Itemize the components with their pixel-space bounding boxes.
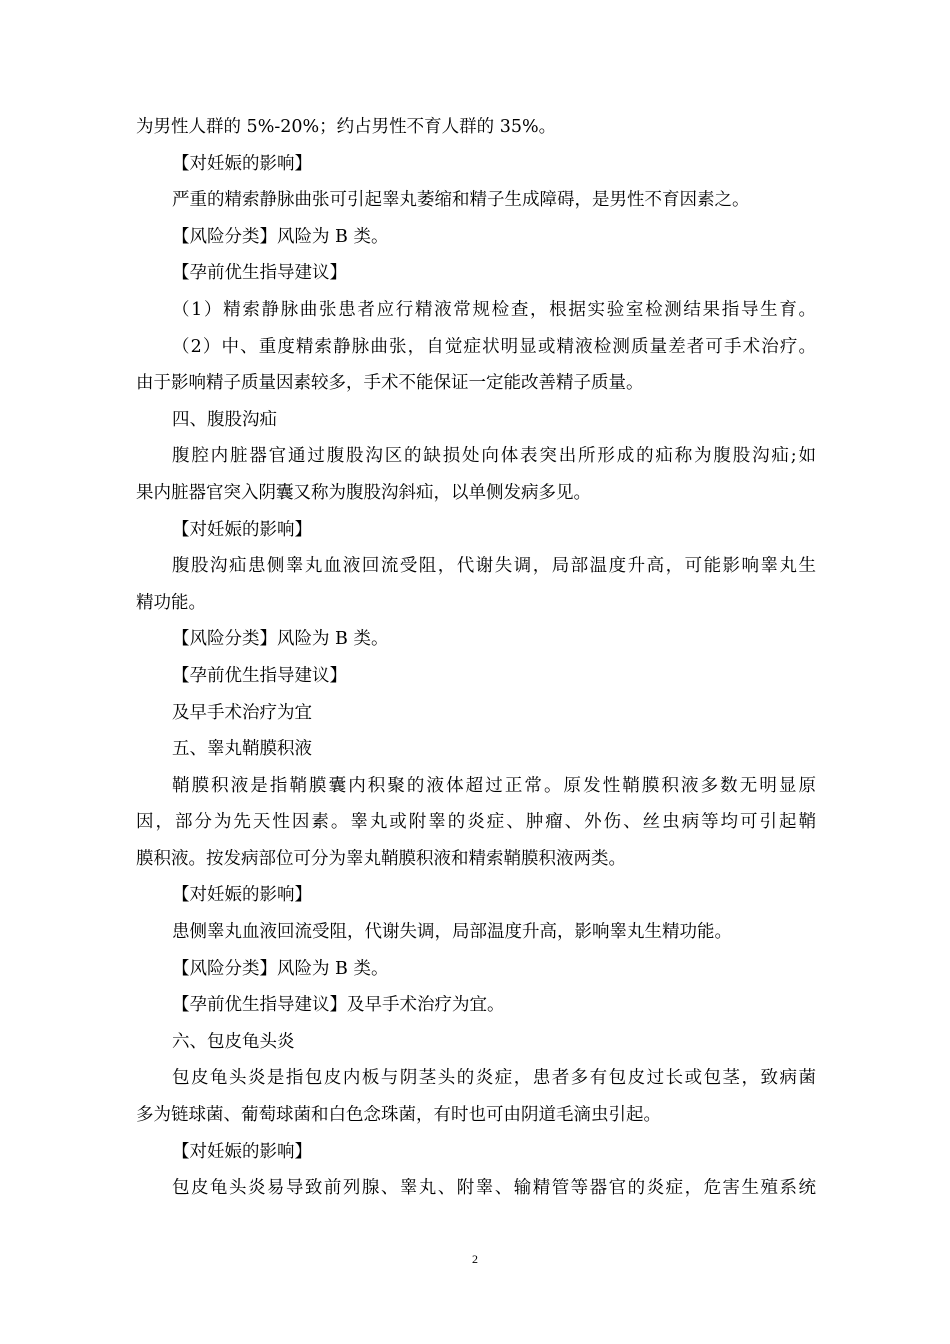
text-line: （2）中、重度精索静脉曲张，自觉症状明显或精液检测质量差者可手术治疗。: [172, 336, 816, 357]
text-line: 膜积液。按发病部位可分为睾丸鞘膜积液和精索鞘膜积液两类。: [136, 848, 626, 869]
text-line: 为男性人群的 5%-20%；约占男性不育人群的 35%。: [136, 117, 557, 137]
text-line: 鞘膜积液是指鞘膜囊内积聚的液体超过正常。原发性鞘膜积液多数无明显原: [172, 775, 816, 796]
chapter-heading: 六、包皮龟头炎: [172, 1031, 295, 1052]
text-line: 精功能。: [136, 592, 206, 613]
text-line: （1）精索静脉曲张患者应行精液常规检查，根据实验室检测结果指导生育。: [172, 299, 816, 320]
text-line: 及早手术治疗为宜: [172, 702, 312, 723]
chapter-heading: 四、腹股沟疝: [172, 409, 277, 430]
text-line: 由于影响精子质量因素较多，手术不能保证一定能改善精子质量。: [136, 373, 644, 394]
text-line: 多为链球菌、葡萄球菌和白色念珠菌，有时也可由阴道毛滴虫引起。: [136, 1105, 661, 1126]
text-line: 腹股沟疝患侧睾丸血液回流受阻，代谢失调，局部温度升高，可能影响睾丸生: [172, 556, 816, 577]
section-heading: 【对妊娠的影响】: [172, 519, 312, 540]
section-heading: 【风险分类】风险为 B 类。: [172, 226, 389, 247]
text-line: 包皮龟头炎易导致前列腺、睾丸、附睾、输精管等器官的炎症，危害生殖系统: [172, 1178, 816, 1199]
section-heading: 【对妊娠的影响】: [172, 153, 312, 174]
document-body: [136, 109, 816, 1207]
section-heading: 【风险分类】风险为 B 类。: [172, 958, 389, 979]
section-heading: 【孕前优生指导建议】: [172, 665, 347, 686]
section-heading: 【孕前优生指导建议】: [172, 263, 347, 284]
section-heading: 【对妊娠的影响】: [172, 1141, 312, 1162]
page-number: 2: [472, 1252, 478, 1266]
text-line: 果内脏器官突入阴囊又称为腹股沟斜疝，以单侧发病多见。: [136, 482, 591, 503]
text-line: 腹腔内脏器官通过腹股沟区的缺损处向体表突出所形成的疝称为腹股沟疝;如: [172, 446, 816, 467]
section-heading: 【孕前优生指导建议】及早手术治疗为宜。: [172, 995, 505, 1016]
section-heading: 【对妊娠的影响】: [172, 885, 312, 906]
text-line: 包皮龟头炎是指包皮内板与阴茎头的炎症，患者多有包皮过长或包茎，致病菌: [172, 1068, 816, 1089]
section-heading: 【风险分类】风险为 B 类。: [172, 629, 389, 650]
text-line: 严重的精索静脉曲张可引起睾丸萎缩和精子生成障碍，是男性不育因素之。: [172, 190, 750, 211]
text-line: 因，部分为先天性因素。睾丸或附睾的炎症、肿瘤、外伤、丝虫病等均可引起鞘: [136, 812, 816, 833]
text-line: 患侧睾丸血液回流受阻，代谢失调，局部温度升高，影响睾丸生精功能。: [172, 922, 732, 943]
chapter-heading: 五、睾丸鞘膜积液: [172, 739, 312, 760]
